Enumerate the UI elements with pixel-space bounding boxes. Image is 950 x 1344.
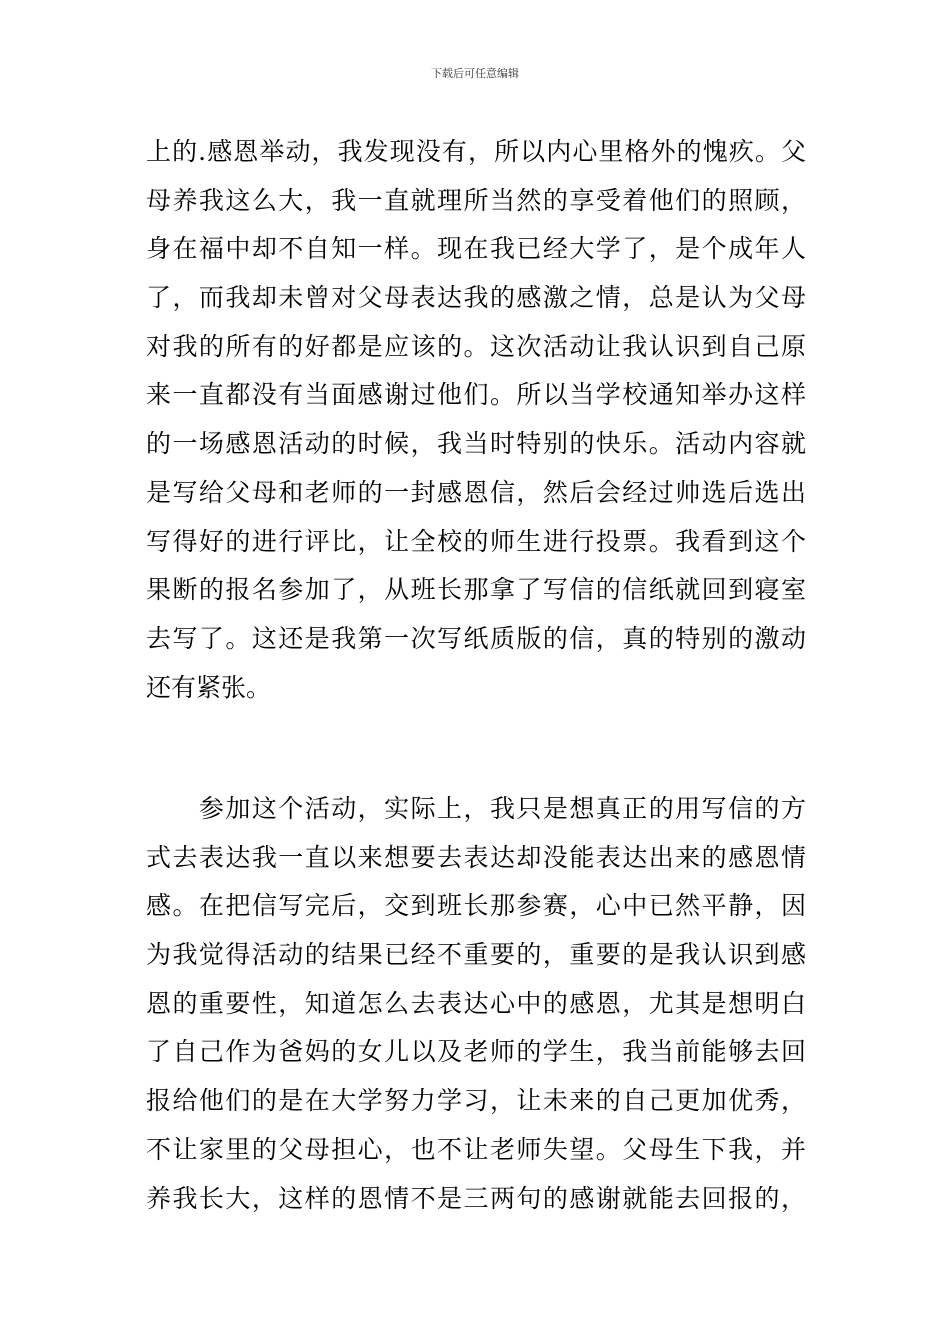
text-line: 写得好的进行评比，让全校的师生进行投票。我看到这个 xyxy=(146,526,806,556)
text-line: 对我的所有的好都是应该的。这次活动让我认识到自己原 xyxy=(146,331,806,361)
text-line: 去写了。这还是我第一次写纸质版的信，真的特别的激动 xyxy=(146,623,806,653)
text-line: 的一场感恩活动的时候，我当时特别的快乐。活动内容就 xyxy=(146,429,806,459)
text-line: 上的.感恩举动，我发现没有，所以内心里格外的愧疚。父 xyxy=(146,137,806,166)
text-line: 报给他们的是在大学努力学习，让未来的自己更加优秀， xyxy=(146,1086,806,1116)
paragraph-2 xyxy=(146,785,806,1223)
text-line: 是写给父母和老师的一封感恩信，然后会经过帅选后选出 xyxy=(146,477,806,507)
text-line: 了，而我却未曾对父母表达我的感激之情，总是认为父母 xyxy=(146,283,806,313)
text-line: 了自己作为爸妈的女儿以及老师的学生，我当前能够去回 xyxy=(146,1037,806,1067)
text-line: 母养我这么大，我一直就理所当然的享受着他们的照顾， xyxy=(146,185,806,215)
text-line: 式去表达我一直以来想要去表达却没能表达出来的感恩情 xyxy=(146,842,806,872)
text-line: 为我觉得活动的结果已经不重要的，重要的是我认识到感 xyxy=(146,940,806,970)
text-line: 还有紧张。 xyxy=(146,672,272,702)
text-line: 果断的报名参加了，从班长那拿了写信的信纸就回到寝室 xyxy=(146,575,806,605)
paragraph-1 xyxy=(146,128,806,712)
text-line: 养我长大，这样的恩情不是三两句的感谢就能去回报的， xyxy=(146,1183,806,1213)
text-line: 感。在把信写完后，交到班长那参赛，心中已然平静，因 xyxy=(146,891,806,921)
text-line: 身在福中却不自知一样。现在我已经大学了，是个成年人 xyxy=(146,234,806,264)
text-line: 恩的重要性，知道怎么去表达心中的感恩，尤其是想明白 xyxy=(146,988,806,1018)
text-line: 参加这个活动，实际上，我只是想真正的用写信的方 xyxy=(146,794,806,823)
text-line: 来一直都没有当面感谢过他们。所以当学校通知举办这样 xyxy=(146,380,806,410)
text-line: 不让家里的父母担心，也不让老师失望。父母生下我，并 xyxy=(146,1134,806,1164)
page-header: 下载后可任意编辑 xyxy=(431,67,519,80)
